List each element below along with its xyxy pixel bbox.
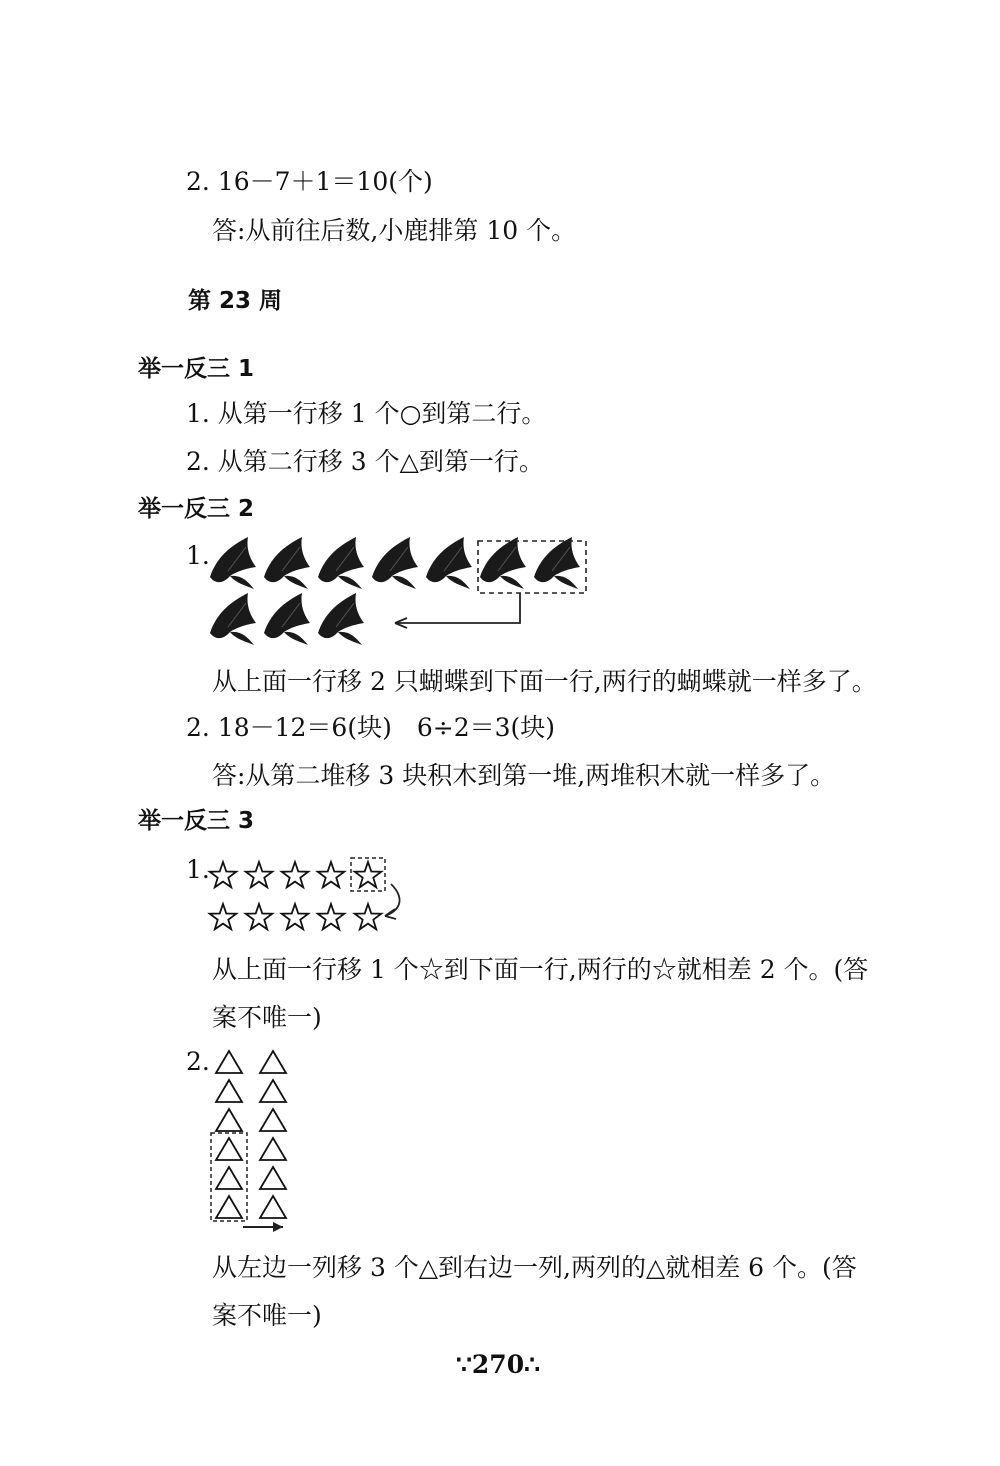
move-arrow (395, 593, 520, 623)
butterfly-icon (534, 537, 580, 589)
dots-left-icon: ∵ (456, 1350, 472, 1379)
triangle-icon (216, 1080, 242, 1102)
star-icon (318, 862, 345, 887)
s3-q2-answer-line1: 从左边一列移 3 个△到右边一列,两列的△就相差 6 个。(答 (212, 1253, 857, 1282)
butterfly-icon (210, 593, 256, 645)
star-icon (355, 904, 382, 929)
butterfly-icon (264, 537, 310, 589)
star-row-bottom (210, 904, 382, 929)
butterfly-figure (200, 535, 600, 650)
s3-q1-answer-line1: 从上面一行移 1 个☆到下面一行,两行的☆就相差 2 个。(答 (212, 955, 869, 984)
triangle-icon (216, 1196, 242, 1218)
butterfly-icon (210, 537, 256, 589)
triangle-icon (260, 1138, 286, 1160)
butterfly-icon (318, 593, 364, 645)
section-1-title: 举一反三 1 (138, 356, 255, 382)
s3-q2-number: 2. (186, 1047, 210, 1076)
triangle-figure (205, 1044, 305, 1234)
butterfly-icon (318, 537, 364, 589)
triangle-icon (260, 1167, 286, 1189)
s2-q2-equation: 2. 18－12＝6(块) 6÷2＝3(块) (186, 713, 556, 742)
star-figure (205, 852, 420, 942)
triangle-icon (260, 1080, 286, 1102)
butterfly-row-top (210, 537, 580, 589)
prev-q2-equation: 2. 16－7＋1＝10(个) (186, 167, 433, 196)
triangle-icon (216, 1051, 242, 1073)
week-title: 第 23 周 (188, 288, 283, 314)
triangle-icon (260, 1051, 286, 1073)
triangle-icon (216, 1167, 242, 1189)
butterfly-icon (480, 537, 526, 589)
s2-q1-answer: 从上面一行移 2 只蝴蝶到下面一行,两行的蝴蝶就一样多了。 (212, 667, 877, 696)
s1-q1: 1. 从第一行移 1 个○到第二行。 (186, 399, 547, 428)
s2-q1-number: 1. (186, 541, 210, 570)
prev-q2-answer: 答:从前往后数,小鹿排第 10 个。 (212, 216, 577, 245)
butterfly-icon (426, 537, 472, 589)
s3-q1-answer-line2: 案不唯一) (212, 1003, 322, 1032)
s3-q2-answer-line2: 案不唯一) (212, 1301, 322, 1330)
page-number: ∵270∴ (456, 1350, 540, 1379)
star-row-top (210, 862, 382, 887)
dots-right-icon: ∴ (524, 1350, 540, 1379)
butterfly-row-bottom (210, 593, 364, 645)
triangle-icon (216, 1138, 242, 1160)
butterfly-icon (264, 593, 310, 645)
triangle-icon (216, 1109, 242, 1131)
star-icon (210, 904, 237, 929)
star-icon (210, 862, 237, 887)
section-2-title: 举一反三 2 (138, 496, 255, 522)
triangle-column-left (216, 1051, 242, 1218)
star-icon (282, 862, 309, 887)
s3-q1-number: 1. (186, 855, 210, 884)
star-icon (282, 904, 309, 929)
star-icon (246, 904, 273, 929)
moved-triangles-box (211, 1133, 247, 1221)
triangle-icon (260, 1109, 286, 1131)
s1-q2: 2. 从第二行移 3 个△到第一行。 (186, 447, 544, 476)
star-icon (318, 904, 345, 929)
triangle-column-right (260, 1051, 286, 1218)
triangle-icon (260, 1196, 286, 1218)
star-icon (246, 862, 273, 887)
butterfly-icon (372, 537, 418, 589)
section-3-title: 举一反三 3 (138, 808, 255, 834)
s2-q2-answer: 答:从第二堆移 3 块积木到第一堆,两堆积木就一样多了。 (212, 761, 836, 790)
star-icon (355, 862, 382, 887)
